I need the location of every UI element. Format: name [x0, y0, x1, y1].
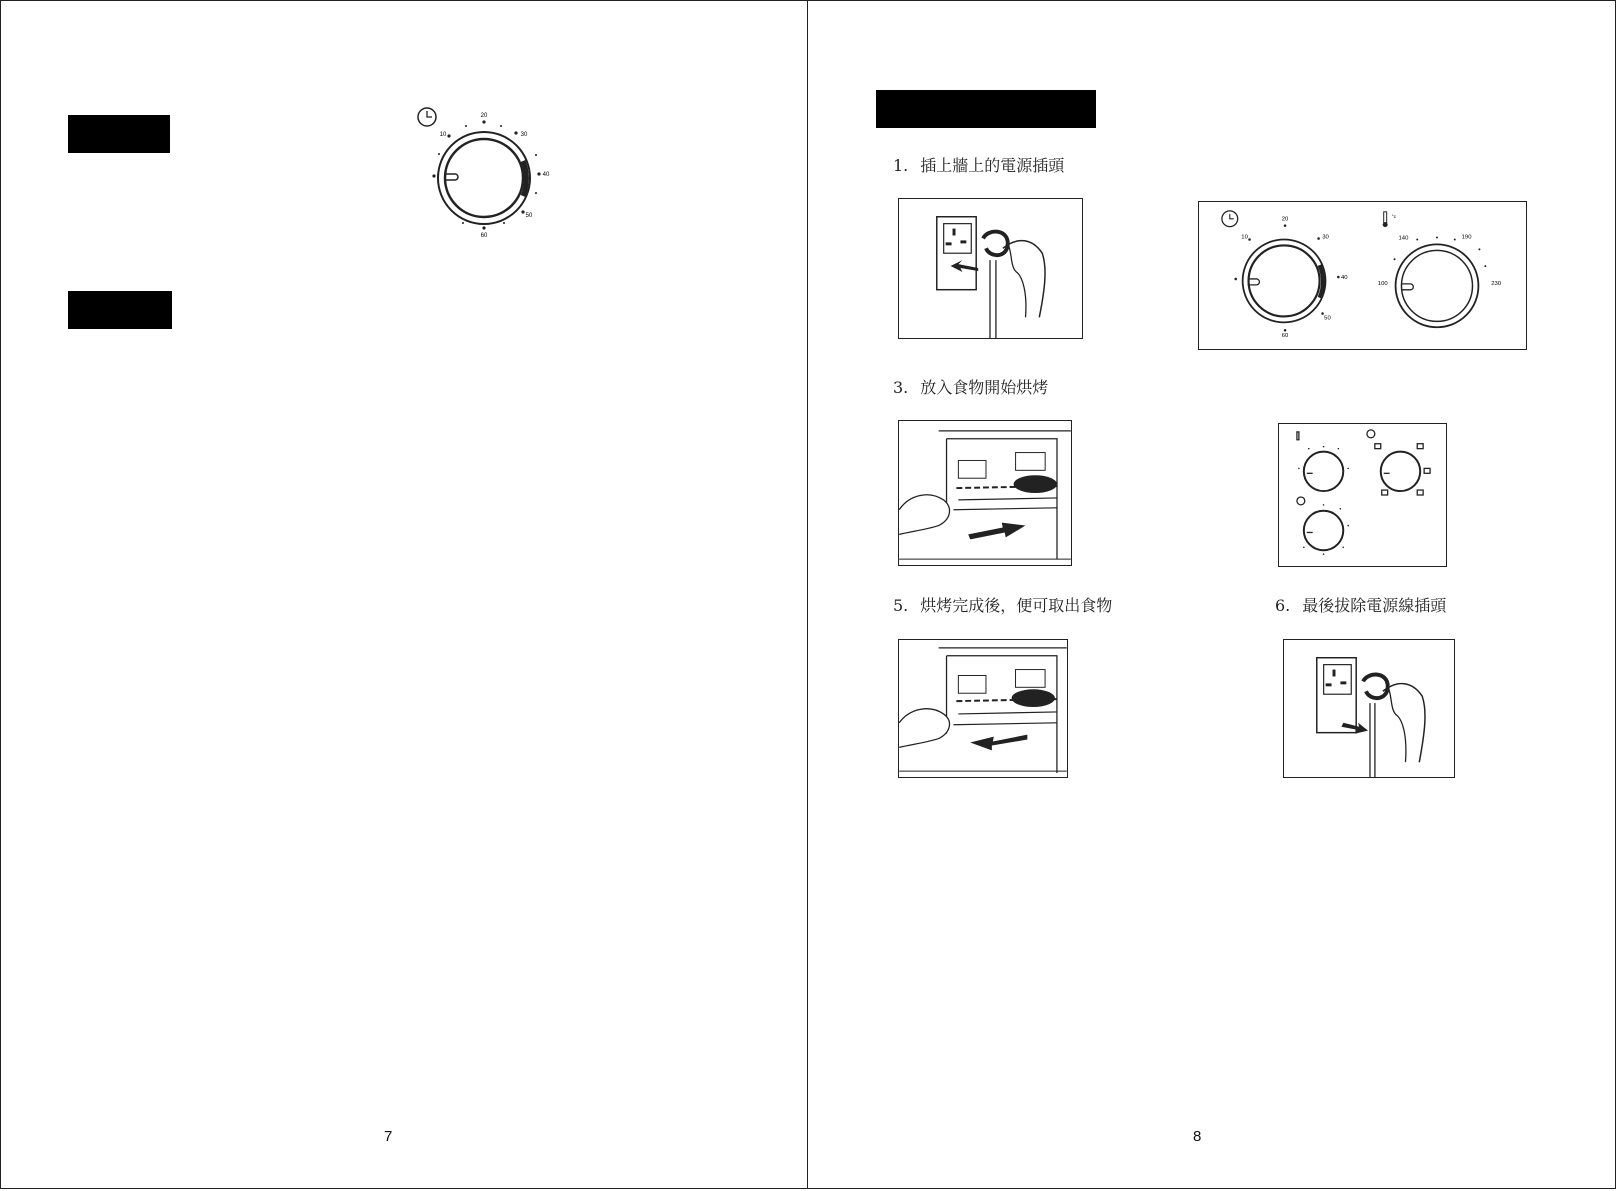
dial-tick-label: 40 [542, 172, 550, 178]
dial-tick-label: 20 [1281, 216, 1289, 223]
thermometer-icon [1383, 212, 1388, 227]
dial-tick-label: 30 [520, 132, 528, 138]
step-6-label: 6. 最後拔除電源線插頭 [1275, 596, 1447, 615]
plug-in-illustration [898, 198, 1083, 339]
unplug-illustration [1283, 639, 1455, 778]
dial-tick-label: 30 [1322, 234, 1329, 241]
section-heading-bar [876, 90, 1096, 128]
step-1-label: 1. 插上牆上的電源插頭 [893, 156, 1065, 175]
left-page [0, 0, 808, 1189]
step-3-label: 3. 放入食物開始烘烤 [893, 378, 1049, 397]
clock-icon [418, 108, 436, 126]
dial-tick-label: 20 [480, 113, 488, 119]
dial-tick-label: 60 [1281, 333, 1289, 340]
dial-tick-label: 60 [480, 233, 488, 239]
section-heading-bar [68, 291, 172, 329]
section-heading-bar [68, 115, 170, 153]
dial-tick-label: 50 [525, 213, 533, 219]
control-panel-illustration [1278, 423, 1447, 567]
remove-food-illustration [898, 639, 1068, 778]
dial-tick-label: 10 [439, 132, 447, 138]
dial-tick-label: 10 [1241, 234, 1248, 241]
right-page [807, 0, 1616, 1189]
timer-dial-figure [411, 101, 561, 241]
dial-tick-label: 190 [1461, 234, 1472, 241]
dial-tick-label: 100 [1377, 280, 1388, 287]
dial-tick-label: 50 [1324, 315, 1331, 322]
dial-tick-label: 230 [1491, 280, 1502, 287]
dial-tick-label: 140 [1398, 235, 1409, 242]
insert-food-illustration [898, 420, 1072, 566]
page-number: 7 [384, 1128, 393, 1145]
dial-tick-label: 40 [1340, 274, 1348, 281]
temperature-unit: °c [1391, 214, 1397, 220]
step-5-label: 5. 烘烤完成後，便可取出食物 [893, 596, 1113, 615]
page-number: 8 [1193, 1128, 1202, 1145]
control-dials-illustration [1198, 201, 1527, 350]
clock-icon [1222, 211, 1238, 227]
